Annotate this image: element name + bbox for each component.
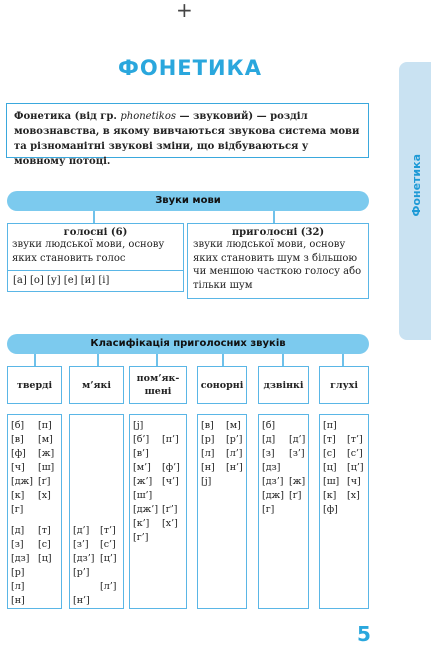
phoneme: [дз] — [11, 553, 30, 564]
phoneme: [ц’] — [347, 462, 364, 473]
phoneme: [з] — [11, 539, 24, 550]
phoneme: [л] — [11, 581, 25, 592]
phoneme: [б] — [262, 420, 276, 431]
connector — [222, 354, 224, 366]
phoneme: [р’] — [73, 567, 90, 578]
col-head-softened: пом’як- шені — [129, 366, 187, 404]
sonorant-left — [201, 419, 225, 489]
phoneme: [к] — [11, 490, 25, 501]
soft-left — [73, 524, 99, 608]
phoneme: [в’] — [133, 448, 149, 459]
sounds-heading: Звуки мови — [7, 191, 369, 211]
phoneme: [ш] — [38, 462, 55, 473]
phoneme: [т’] — [100, 525, 116, 536]
phoneme: [л’] — [100, 581, 117, 592]
phoneme: [с’] — [100, 539, 116, 550]
phoneme: [х’] — [162, 518, 178, 529]
consonants-heading: приголосні (32) — [231, 227, 325, 238]
soft-right — [100, 524, 124, 594]
definition-greek: phonetikos — [120, 111, 177, 122]
phoneme: [г] — [11, 504, 24, 515]
phoneme: [ф] — [323, 504, 338, 515]
phoneme: [р] — [201, 434, 215, 445]
phoneme: [j] — [201, 476, 212, 487]
phoneme: [н’] — [226, 462, 243, 473]
classification-heading: Класифікація приголосних звуків — [7, 334, 369, 354]
connector — [273, 211, 275, 223]
connector — [34, 354, 36, 366]
phoneme: [н’] — [73, 595, 90, 606]
phoneme: [н] — [11, 595, 25, 606]
phoneme: [ч] — [11, 462, 25, 473]
col-head-hard: тверді — [7, 366, 62, 404]
phoneme: [ґ’] — [162, 504, 178, 515]
voiceless-left — [323, 419, 347, 517]
phoneme: [с] — [38, 539, 51, 550]
phoneme: [т] — [38, 525, 51, 536]
phoneme: [дз] — [262, 462, 281, 473]
phoneme: [т] — [323, 434, 336, 445]
side-tab-label: Фонетика — [409, 154, 423, 217]
phoneme: [п] — [323, 420, 337, 431]
phoneme: [к’] — [133, 518, 150, 529]
vowels-list-box — [7, 271, 184, 292]
phoneme: [в] — [11, 434, 24, 445]
phoneme: [х] — [38, 490, 51, 501]
phoneme: [г’] — [133, 532, 149, 543]
softened-right — [162, 419, 187, 531]
phoneme: [ц] — [38, 553, 52, 564]
phoneme: [д’] — [73, 525, 90, 536]
vowels-heading: голосні (6) — [63, 227, 128, 238]
col-head-soft: м’які — [69, 366, 124, 404]
phoneme: [ж’] — [133, 476, 153, 487]
crop-mark: + — [176, 0, 193, 22]
phoneme: [з’] — [73, 539, 89, 550]
page-number: 5 — [357, 622, 371, 646]
phoneme: [ш] — [323, 476, 340, 487]
softened-left — [133, 419, 161, 545]
connector — [282, 354, 284, 366]
consonants-description: звуки людської мови, основу яких становить шум з більшою чи меншою часткою голосу або тільки шум — [193, 239, 362, 291]
vowels-list: [а] [о] [у] [е] [и] [і] — [13, 275, 110, 286]
hard-bottom-right — [38, 524, 62, 566]
phoneme: [дз’] — [73, 553, 95, 564]
phoneme: [с’] — [347, 448, 363, 459]
phoneme: [ф’] — [162, 462, 180, 473]
col-head-voiced: дзвінкі — [258, 366, 309, 404]
phoneme: [н] — [201, 462, 215, 473]
phoneme: [ґ] — [38, 476, 51, 487]
phoneme: [дж’] — [133, 504, 159, 515]
voiceless-right — [347, 419, 369, 503]
connector — [156, 354, 158, 366]
col-head-voiceless: глухі — [319, 366, 369, 404]
phoneme: [т’] — [347, 434, 363, 445]
definition-box — [6, 103, 369, 167]
phoneme: [р’] — [226, 434, 243, 445]
phoneme: [л’] — [226, 448, 243, 459]
phoneme: [п’] — [162, 434, 179, 445]
phoneme: [м] — [226, 420, 241, 431]
phoneme: [м’] — [133, 462, 151, 473]
vowels-description: звуки людської мови, основу яких становить голос — [12, 239, 165, 264]
connector — [342, 354, 344, 366]
phoneme: [ф] — [11, 448, 26, 459]
connector — [93, 211, 95, 223]
col-head-sonorant: сонорні — [197, 366, 247, 404]
vowels-box — [7, 223, 184, 271]
phoneme: [ж] — [38, 448, 55, 459]
phoneme: [з] — [262, 448, 275, 459]
phoneme: [ч’] — [162, 476, 179, 487]
phoneme: [з’] — [289, 448, 305, 459]
phoneme: [дз’] — [262, 476, 284, 487]
phoneme: [j] — [133, 420, 144, 431]
phoneme: [л] — [201, 448, 215, 459]
consonants-box — [187, 223, 369, 299]
phoneme: [в] — [201, 420, 214, 431]
phoneme: [к] — [323, 490, 337, 501]
phoneme: [р] — [11, 567, 25, 578]
phoneme: [ш’] — [133, 490, 153, 501]
phoneme: [б’] — [133, 434, 150, 445]
phoneme: [п] — [38, 420, 52, 431]
voiced-left — [262, 419, 289, 517]
hard-top-right — [38, 419, 62, 503]
phoneme: [б] — [11, 420, 25, 431]
phoneme: [дж] — [262, 490, 285, 501]
phoneme: [ц’] — [100, 553, 117, 564]
page-title: ФОНЕТИКА — [118, 56, 262, 80]
phoneme: [д] — [11, 525, 25, 536]
definition-part2: — звуковий) — розділ мовознавства, в якому вивчаються звукова система мови та різноманітні звукові зміни, що відбуваються у мовному потоці. — [14, 111, 360, 167]
sonorant-right — [226, 419, 247, 475]
phoneme: [дж] — [11, 476, 34, 487]
phoneme: [ґ] — [289, 490, 302, 501]
phoneme: [с] — [323, 448, 336, 459]
phoneme: [м] — [38, 434, 53, 445]
hard-top-left — [11, 419, 37, 517]
voiced-right — [289, 419, 309, 503]
phoneme: [ч] — [347, 476, 361, 487]
phoneme: [д] — [262, 434, 276, 445]
phoneme: [д’] — [289, 434, 306, 445]
phoneme: [ж] — [289, 476, 306, 487]
hard-bottom-left — [11, 524, 37, 608]
definition-part1: (від гр. — [71, 111, 121, 122]
phoneme: [г] — [262, 504, 275, 515]
connector — [97, 354, 99, 366]
definition-term: Фонетика — [14, 111, 72, 122]
phoneme: [ц] — [323, 462, 337, 473]
phoneme: [х] — [347, 490, 360, 501]
